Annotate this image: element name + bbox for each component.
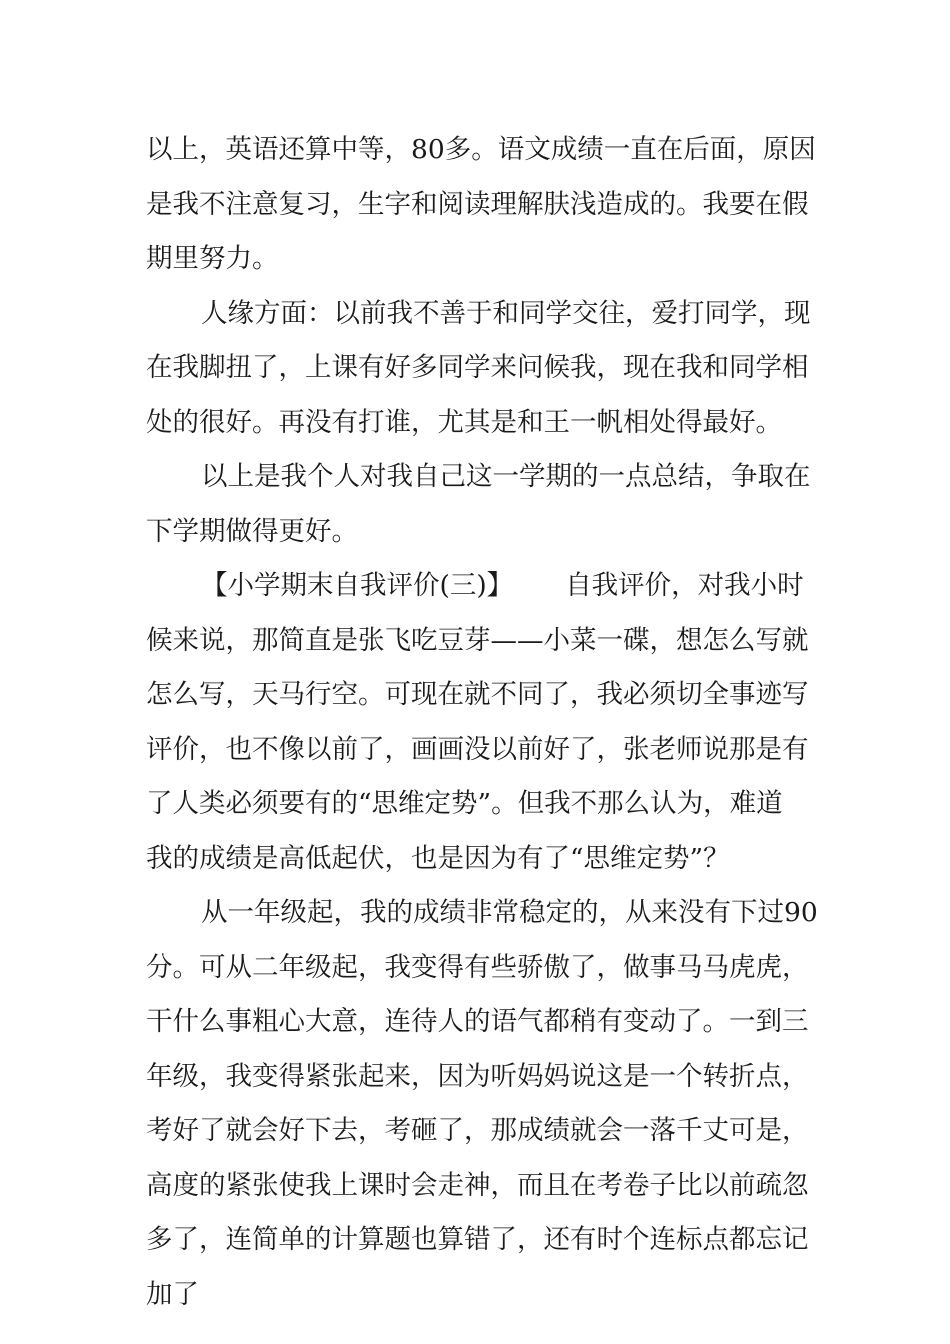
text-line: 考好了就会好下去，考砸了，那成绩就会一落千丈可是， bbox=[146, 1115, 809, 1146]
text-line: 下学期做得更好。 bbox=[146, 515, 358, 547]
document-body bbox=[146, 123, 818, 1322]
text-line: 多了，连简单的计算题也算错了，还有时个连标点都忘记 bbox=[146, 1224, 809, 1255]
text-line: 高度的紧张使我上课时会走神，而且在考卷子比以前疏忽 bbox=[146, 1169, 809, 1201]
text-line: 了人类必须要有的“思维定势”。但我不那么认为，难道 bbox=[146, 788, 783, 819]
text-line: 分。可从二年级起，我变得有些骄傲了，做事马马虎虎， bbox=[146, 951, 809, 983]
paragraph-first-line: 以上是我个人对我自己这一学期的一点总结，争取在 bbox=[201, 461, 811, 492]
section-first-text: 自我评价，对我小时 bbox=[565, 570, 804, 601]
text-line: 期里努力。 bbox=[146, 243, 279, 274]
text-line: 加了 bbox=[146, 1278, 199, 1310]
section-heading: 【小学期末自我评价(三)】 bbox=[201, 570, 514, 601]
text-line: 处的很好。再没有打谁，尤其是和王一帆相处得最好。 bbox=[146, 406, 782, 438]
text-line: 怎么写，天马行空。可现在就不同了，我必须切全事迹写 bbox=[146, 679, 809, 710]
text-line: 干什么事粗心大意，连待人的语气都稍有变动了。一到三 bbox=[146, 1006, 809, 1037]
text-line: 评价，也不像以前了，画画没以前好了，张老师说那是有 bbox=[146, 733, 809, 765]
text-line: 在我脚扭了，上课有好多同学来问候我，现在我和同学相 bbox=[146, 352, 809, 383]
section-heading-line bbox=[146, 559, 806, 614]
text-line: 候来说，那简直是张飞吃豆芽——小菜一碟，想怎么写就 bbox=[146, 624, 809, 656]
text-line: 我的成绩是高低起伏，也是因为有了“思维定势”？ bbox=[146, 842, 730, 874]
text-line: 年级，我变得紧张起来，因为听妈妈说这是一个转折点， bbox=[146, 1060, 809, 1092]
paragraph-first-line: 从一年级起，我的成绩非常稳定的，从来没有下过90 bbox=[201, 897, 818, 928]
text-line: 以上，英语还算中等，80多。语文成绩一直在后面，原因 bbox=[146, 134, 816, 165]
text-line: 是我不注意复习，生字和阅读理解肤浅造成的。我要在假 bbox=[146, 188, 809, 220]
paragraph-first-line: 人缘方面：以前我不善于和同学交往，爱打同学，现 bbox=[201, 297, 811, 329]
